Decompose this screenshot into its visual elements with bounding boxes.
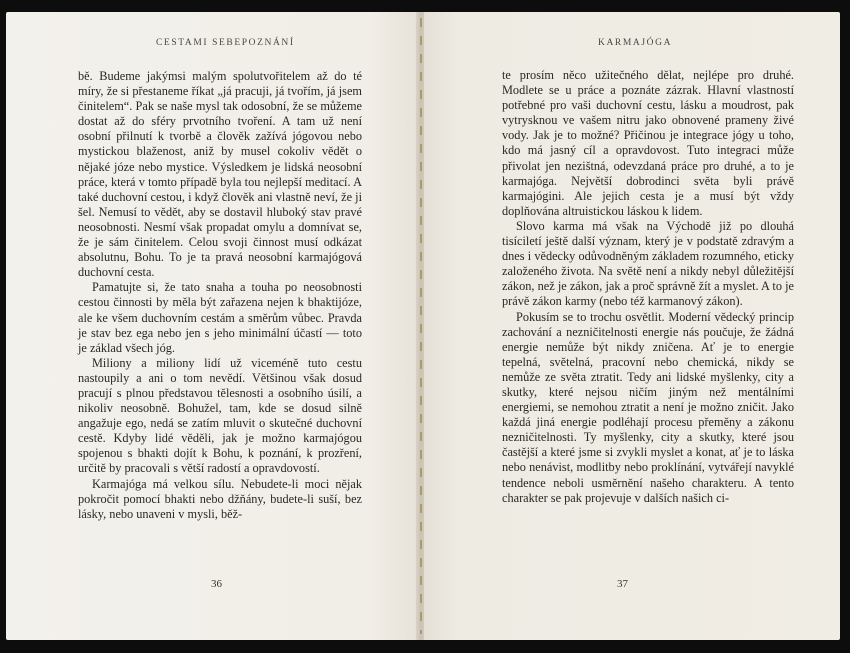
right-running-header: KARMAJÓGA bbox=[598, 38, 673, 48]
left-page-number: 36 bbox=[211, 578, 222, 590]
right-page bbox=[424, 12, 840, 640]
right-page-number: 37 bbox=[617, 578, 628, 590]
left-page bbox=[6, 12, 418, 640]
left-running-header: CESTAMI SEBEPOZNÁNÍ bbox=[156, 38, 295, 48]
left-paragraph-1: bě. Budeme jakýmsi malým spolutvořitelem až do té míry, že si přestaneme říkat „já pracuji, já tvořím, já jsem činitelem“. Pak se naše mysl tak odosobní, že se můžeme dostat až do sféry prvotního tvoření. A tam už není osobní přilnutí k tvorbě a člověk zažívá jógovou nebo mystickou blaženost, aniž by musel cokoliv vědět o nějaké józe nebo mystice. Výsledkem je lidská neosobní práce, která v tomto případě byla tou nejlepší meditací. A také duchovní cestou, i když člověk ani vlastně neví, že ji šel. Nemusí to vědět, aby se dostavil hluboký stav pravé neosobnosti. Nesmí však propadat omylu a domnívat se, že je sám činitelem. Celou svoji činnost musí odkázat absolutnu, Bohu. To je ta pravá neosobní karmajógová duchovní cesta. bbox=[78, 69, 362, 280]
right-paragraph-2: Slovo karma má však na Východě již po dlouhá tisíciletí ještě další význam, který je v podstatě zdravým a dnes i vědecky odůvodněným základem rozumného, eticky založeného života. Na světě není a nikdy nebyl důležitější zákon, než je zákon, jak a proč správně žít a myslet. A to je právě zákon karmy (nebo též karmanový zákon). bbox=[502, 218, 794, 309]
right-page-body bbox=[502, 68, 794, 506]
left-paragraph-3: Miliony a miliony lidí už viceméně tuto cestu nastoupily a ani o tom nevědí. Většinou však dosud pracují s plnou představou tělesnosti a osobního úsilí, a nikoliv neosobně. Bohužel, tam, kde se dosud silně angažuje ego, nedá se zatím mluvit o skutečné duchovní cestě. Kdyby lidé věděli, jak je možno karmajógou spojenou s bhakti dojít k Bohu, k poznání, k prozření, určitě by pracovali s větší radostí a opravdovostí. bbox=[78, 355, 362, 476]
book-spread bbox=[6, 12, 840, 640]
left-paragraph-4: Karmajóga má velkou sílu. Nebudete-li moci nějak pokročit pomocí bhakti nebo džňány, budete-li suší, bez lásky, nebo unaveni v mysli, běž- bbox=[78, 476, 362, 521]
left-paragraph-2: Pamatujte si, že tato snaha a touha po neosobnosti cestou činnosti by měla být zařazena nejen k bhaktijóze, ale ke všem duchovním cestám a směrům vůbec. Pravda je stav bez ega nebo jen s jeho minimální účastí — toto je základ všech jóg. bbox=[78, 280, 362, 355]
left-page-body bbox=[78, 69, 362, 522]
binding-stitch bbox=[420, 18, 422, 634]
right-paragraph-1: te prosím něco užitečného dělat, nejlépe pro druhé. Modlete se u práce a poznáte zázrak. Hlavní vlastností potřebné pro vaši duchovní cestu, lásku a moudrost, pak vytrysknou ve vašem nitru jako obnovené prameny živé vody. Jak je to možné? Přičinou je integrace jógy u toho, kdo má jasný cíl a opravdovost. Tuto integraci může přivolat jen nezištná, odevzdaná práce pro druhé, a to je karmajóga. Největší dobrodinci světa byli právě karmajógini. Ale jejich cesta je a musí být vždy doplňována altruistickou láskou k lidem. bbox=[502, 68, 794, 218]
right-paragraph-3: Pokusím se to trochu osvětlit. Moderní vědecký princip zachování a nezničitelnosti energie nás poučuje, že žádná energie nemůže být nikdy zničena. Ať je to energie tepelná, světelná, pracovní nebo chemická, nikdy se nemůže ze světa ztratit. Tedy ani lidské myšlenky, city a skutky, které nejsou ničím jiným než mentálními energiemi, se nemohou ztratit a není je možno zničit. Jako každá jiná energie podléhají procesu přeměny a zákonu nezničitelnosti. Ty myšlenky, city a skutky, které jsou častější a které jsme si zvykli myslet a konat, ať je to láska nebo nenávist, modlitby nebo proklínání, vytvářejí navyklé tendence neboli usměrnění našeho charakteru. A tento charakter se pak projevuje v dalších našich ci- bbox=[502, 309, 794, 505]
